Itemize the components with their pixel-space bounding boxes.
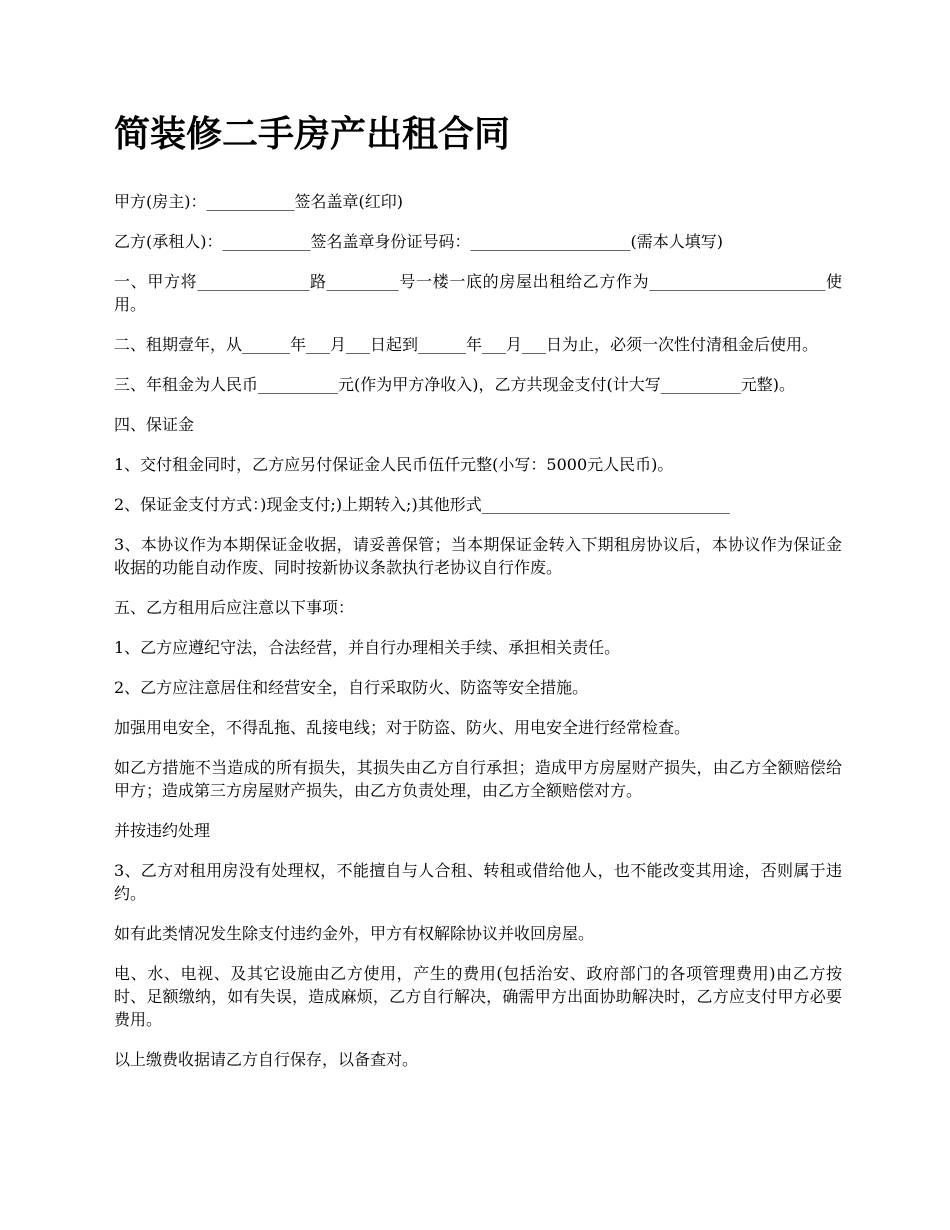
clause-4-heading: 四、保证金 xyxy=(114,415,195,434)
termination-paragraph: 如有此类情况发生除支付违约金外，甲方有权解除协议并收回房屋。 xyxy=(114,924,595,943)
receipts-paragraph: 以上缴费收据请乙方自行保存，以备查对。 xyxy=(114,1050,419,1069)
clause-1-premises: 一、甲方将______________路_________号一楼一底的房屋出租给乙方作为______________________使用。 xyxy=(114,272,842,314)
deposit-item-3: 3、本协议作为本期保证金收据，请妥善保管；当本期保证金转入下期租房协议后，本协议作为保证金收据的功能自动作废、同时按新协议条款执行老协议自行作废。 xyxy=(114,535,842,577)
document-page xyxy=(114,108,842,1088)
clause-5-heading: 五、乙方租用后应注意以下事项： xyxy=(114,598,355,617)
party-a-line: 甲方(房主)：___________签名盖章(红印) xyxy=(114,192,403,211)
party-b-line: 乙方(承租人)：___________签名盖章身份证号码：____________________(需本人填写) xyxy=(114,232,723,251)
utilities-paragraph: 电、水、电视、及其它设施由乙方使用，产生的费用(包括治安、政府部门的各项管理费用)由乙方按时、足额缴纳，如有失误，造成麻烦，乙方自行解决，确需甲方出面协助解决时，乙方应支付甲方必要费用。 xyxy=(114,964,842,1029)
clause-3-rent: 三、年租金为人民币__________元(作为甲方净收入)，乙方共现金支付(计大写__________元整)。 xyxy=(114,375,795,394)
deposit-item-2: 2、保证金支付方式：)现金支付;)上期转入;)其他形式_______________________________ xyxy=(114,495,730,514)
breach-handling-line: 并按违约处理 xyxy=(114,821,211,840)
clause-2-term: 二、租期壹年，从______年___月___日起到______年___月___日为止，必须一次性付清租金后使用。 xyxy=(114,335,819,354)
deposit-item-1: 1、交付租金同时，乙方应另付保证金人民币伍仟元整(小写：5000元人民币)。 xyxy=(114,455,674,474)
notice-item-1: 1、乙方应遵纪守法，合法经营，并自行办理相关手续、承担相关责任。 xyxy=(114,638,621,657)
document-title: 简装修二手房产出租合同 xyxy=(114,113,511,155)
electrical-safety-paragraph: 加强用电安全，不得乱拖、乱接电线；对于防盗、防火、用电安全进行经常检查。 xyxy=(114,718,691,737)
notice-item-3: 3、乙方对租用房没有处理权，不能擅自与人合租、转租或借给他人，也不能改变其用途，否则属于违约。 xyxy=(114,861,842,903)
loss-liability-paragraph: 如乙方措施不当造成的所有损失，其损失由乙方自行承担；造成甲方房屋财产损失，由乙方全额赔偿给甲方；造成第三方房屋财产损失，由乙方负责处理，由乙方全额赔偿对方。 xyxy=(114,758,842,800)
notice-item-2: 2、乙方应注意居住和经营安全，自行采取防火、防盗等安全措施。 xyxy=(114,678,589,697)
